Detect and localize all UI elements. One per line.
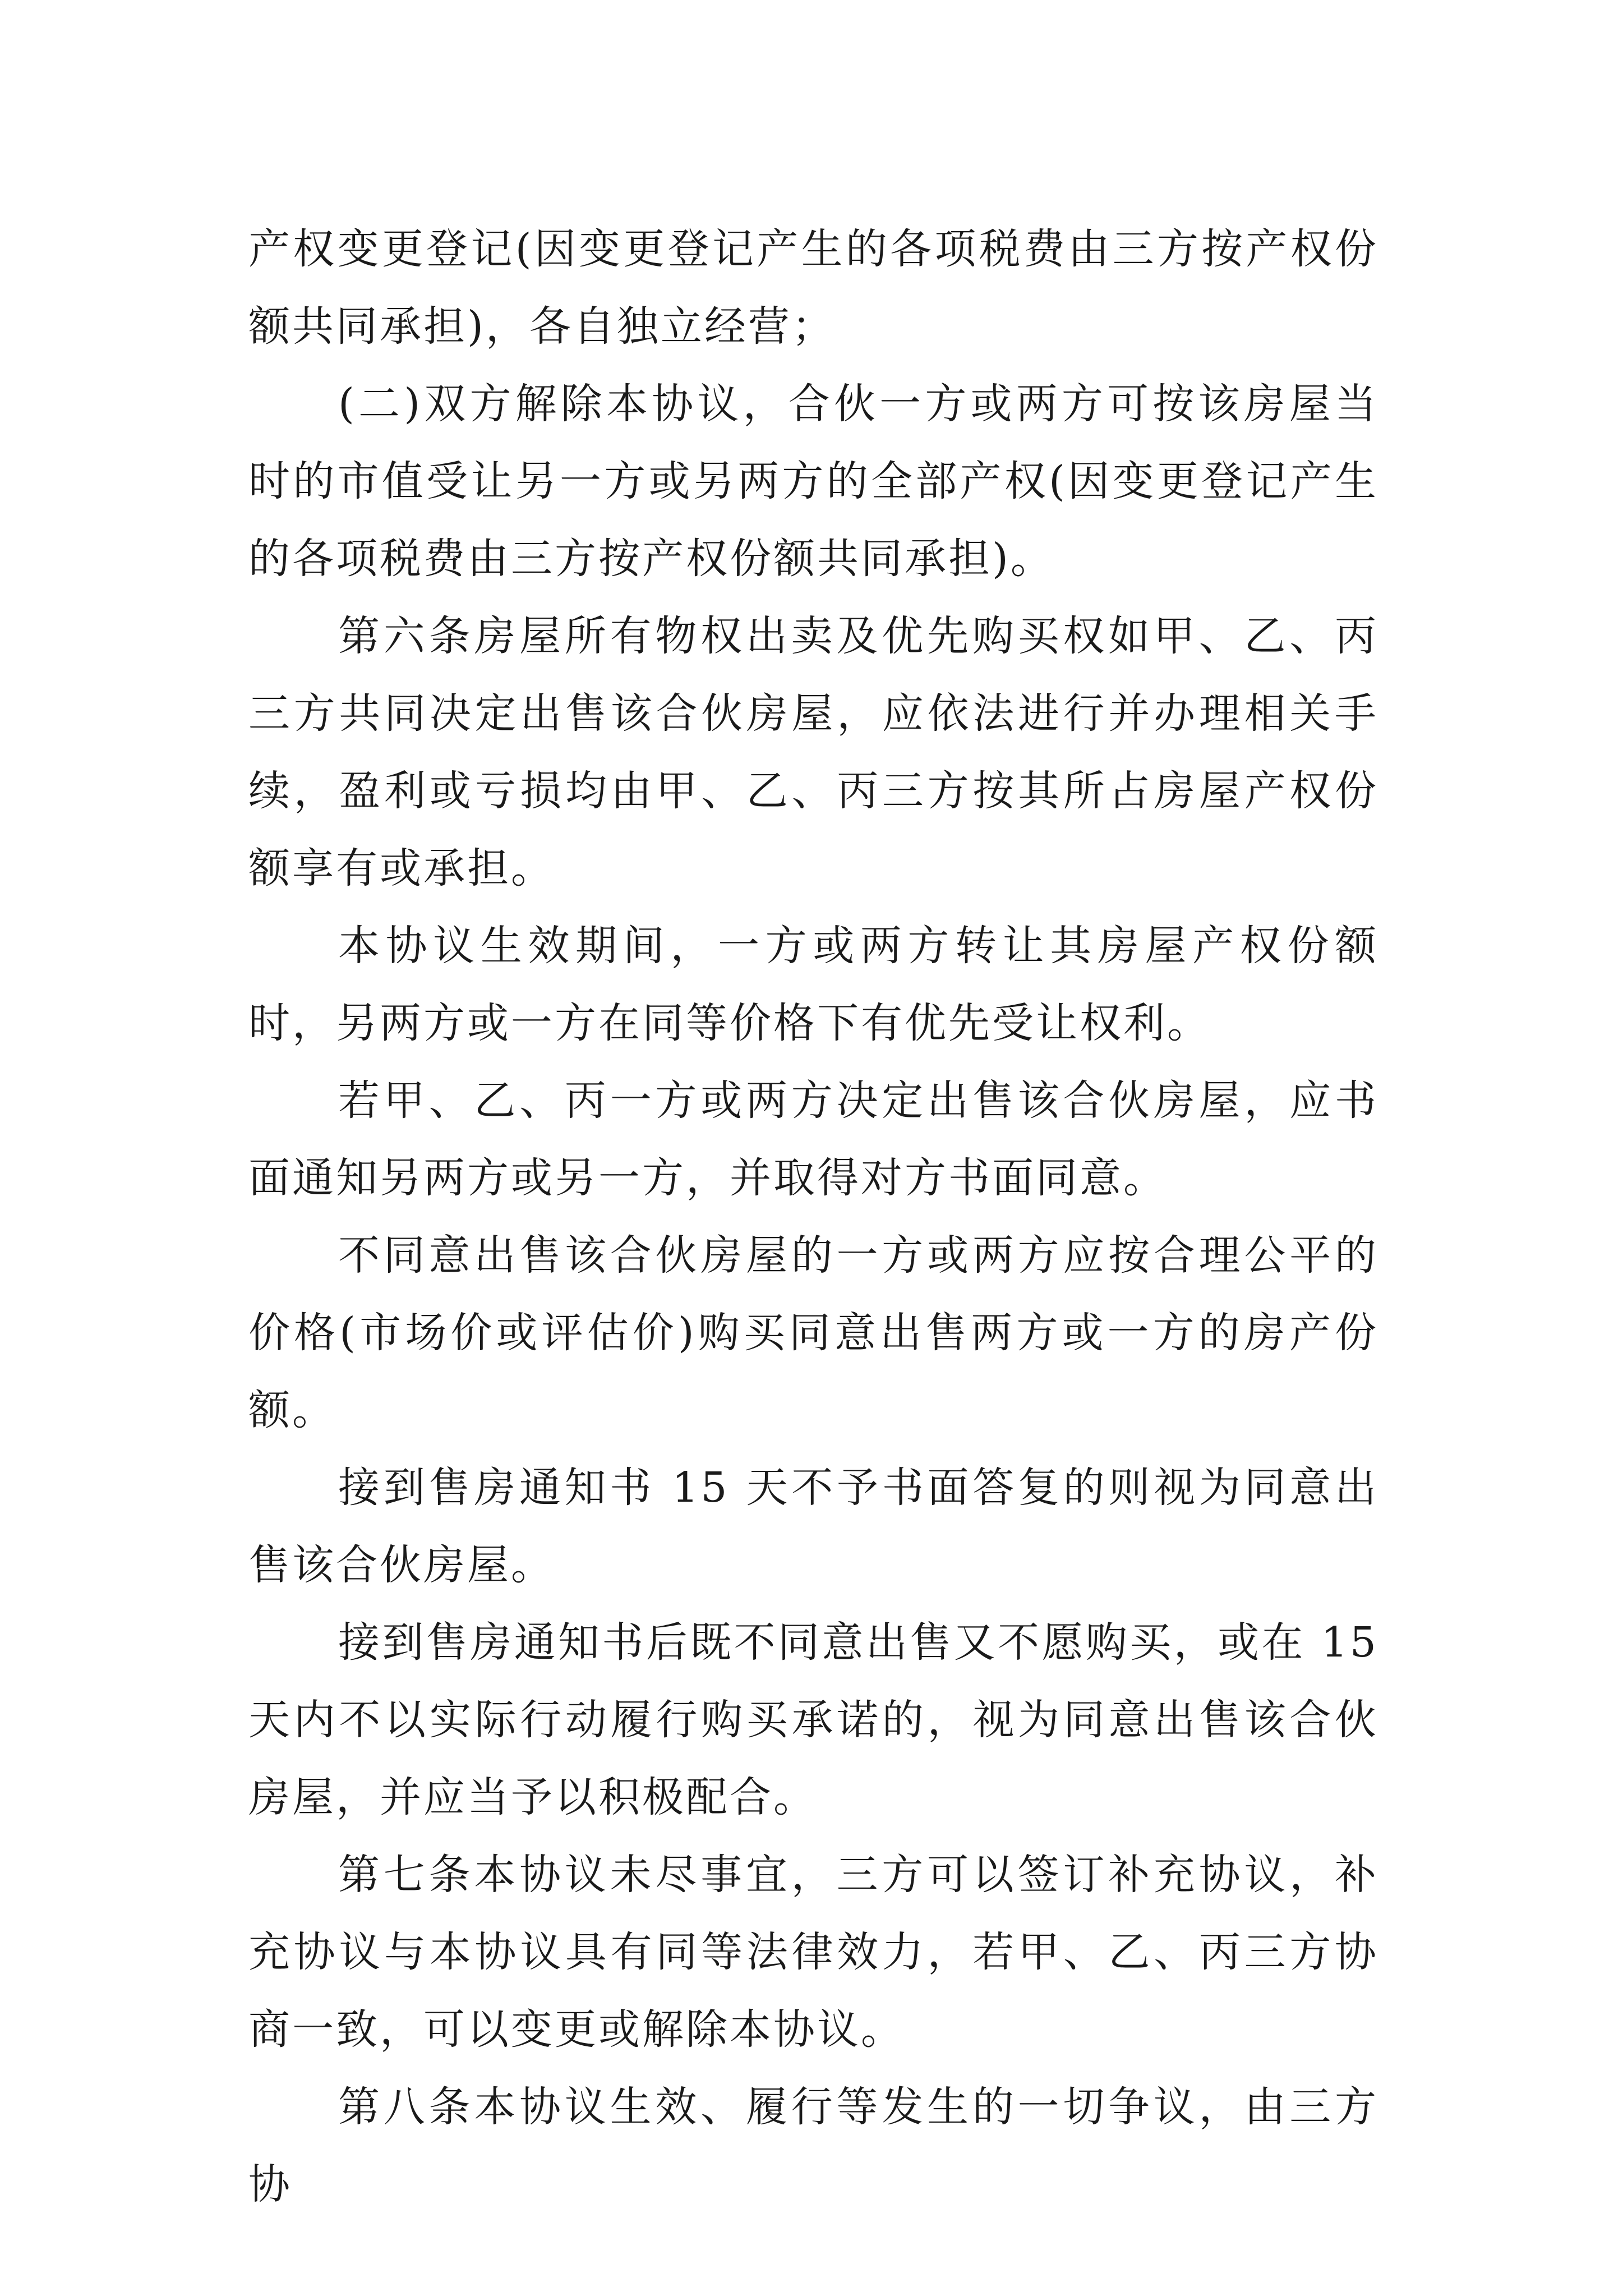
paragraph-neither-agree: 接到售房通知书后既不同意出售又不愿购买，或在 15 天内不以实际行动履行购买承诺的，视为同意出售该合伙房屋，并应当予以积极配合。 [248, 1618, 1378, 1821]
paragraph-sale-notice: 若甲、乙、丙一方或两方决定出售该合伙房屋，应书面通知另两方或另一方，并取得对方书面同意。 [248, 1076, 1378, 1202]
paragraph-continuation: 产权变更登记(因变更登记产生的各项税费由三方按产权份额共同承担)，各自独立经营； [248, 225, 1378, 351]
paragraph-no-reply: 接到售房通知书 15 天不予书面答复的则视为同意出售该合伙房屋。 [248, 1464, 1378, 1589]
paragraph-article-six: 第六条房屋所有物权出卖及优先购买权如甲、乙、丙三方共同决定出售该合伙房屋，应依法进行并办理相关手续，盈利或亏损均由甲、乙、丙三方按其所占房屋产权份额享有或承担。 [248, 612, 1378, 892]
paragraph-transfer-right: 本协议生效期间，一方或两方转让其房屋产权份额时，另两方或一方在同等价格下有优先受让权利。 [248, 922, 1378, 1047]
paragraph-article-eight: 第八条本协议生效、履行等发生的一切争议，由三方协 [248, 2083, 1378, 2208]
paragraph-disagree-purchase: 不同意出售该合伙房屋的一方或两方应按合理公平的价格(市场价或评估价)购买同意出售两方或一方的房产份额。 [248, 1231, 1378, 1434]
document-body [248, 210, 1378, 2223]
paragraph-article-seven: 第七条本协议未尽事宜，三方可以签订补充协议，补充协议与本协议具有同等法律效力，若甲、乙、丙三方协商一致，可以变更或解除本协议。 [248, 1851, 1378, 2054]
paragraph-clause-two: (二)双方解除本协议，合伙一方或两方可按该房屋当时的市值受让另一方或另两方的全部产权(因变更登记产生的各项税费由三方按产权份额共同承担)。 [248, 380, 1378, 583]
